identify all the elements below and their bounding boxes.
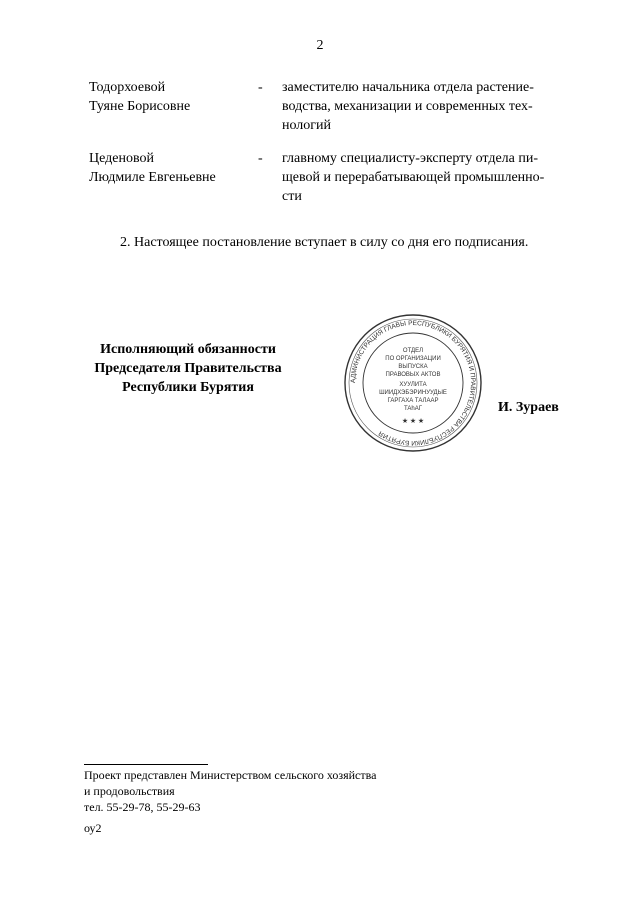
appointee-dash: -	[258, 151, 263, 166]
footer-phone: тел. 55-29-78, 55-29-63	[84, 800, 201, 814]
footer-project-note	[84, 767, 376, 815]
paragraph-2: 2. Настоящее постановление вступает в силу со дня его подписания.	[120, 235, 529, 250]
seal-inner-line: ПО ОРГАНИЗАЦИИ	[385, 356, 441, 362]
seal-inner-line: ХУУЛИТА	[399, 382, 427, 388]
footnote-divider	[84, 764, 208, 765]
footer-line: Проект представлен Министерством сельского хозяйства	[84, 768, 377, 782]
role-line: сти	[282, 189, 302, 204]
appointee-given-names: Туяне Борисовне	[89, 99, 191, 114]
signatory-title-line: Председателя Правительства	[94, 361, 282, 376]
seal-inner-line: ГАРГАХА ТАЛААР	[387, 398, 439, 404]
seal-inner-line: ТАһАГ	[403, 406, 423, 412]
role-line: водства, механизации и современных тех-	[282, 99, 533, 114]
seal-inner-line: ВЫПУСКА	[398, 364, 428, 370]
footer-code: оу2	[84, 821, 102, 835]
official-seal	[343, 313, 483, 453]
appointee-given-names: Людмиле Евгеньевне	[89, 170, 216, 185]
seal-outer-text: АДМИНИСТРАЦИЯ ГЛАВЫ РЕСПУБЛИКИ БУРЯТИЯ И ПРАВИТЕЛЬСТВА РЕСПУБЛИКИ БУРЯТИЯ	[349, 319, 477, 447]
seal-inner-line: ПРАВОВЫХ АКТОВ	[385, 372, 441, 378]
svg-text:★ ★ ★: ★ ★ ★	[401, 417, 425, 425]
footer-line: и продовольствия	[84, 784, 175, 798]
role-line: главному специалисту-эксперту отдела пи-	[282, 151, 539, 166]
signatory-title-line: Республики Бурятия	[122, 380, 254, 395]
seal-inner-line: ШИИДХЭБЭРИНУУДЫЕ	[379, 390, 447, 396]
appointee-dash: -	[258, 80, 263, 95]
appointee-role-1	[282, 78, 564, 135]
signatory-title	[82, 340, 294, 397]
role-line: нологий	[282, 118, 332, 133]
role-line: заместителю начальника отдела растение-	[282, 80, 534, 95]
appointee-name-1	[89, 78, 190, 116]
appointee-surname: Цеденовой	[89, 151, 154, 166]
page-number: 2	[316, 38, 324, 53]
role-line: щевой и перерабатывающей промышленно-	[282, 170, 545, 185]
appointee-role-2	[282, 149, 564, 206]
appointee-surname: Тодорхоевой	[89, 80, 166, 95]
signatory-title-line: Исполняющий обязанности	[100, 342, 276, 357]
appointee-name-2	[89, 149, 216, 187]
seal-inner-line: ОТДЕЛ	[402, 348, 424, 354]
seal-star-icons	[402, 417, 424, 425]
signatory-name: И. Зураев	[498, 400, 559, 415]
